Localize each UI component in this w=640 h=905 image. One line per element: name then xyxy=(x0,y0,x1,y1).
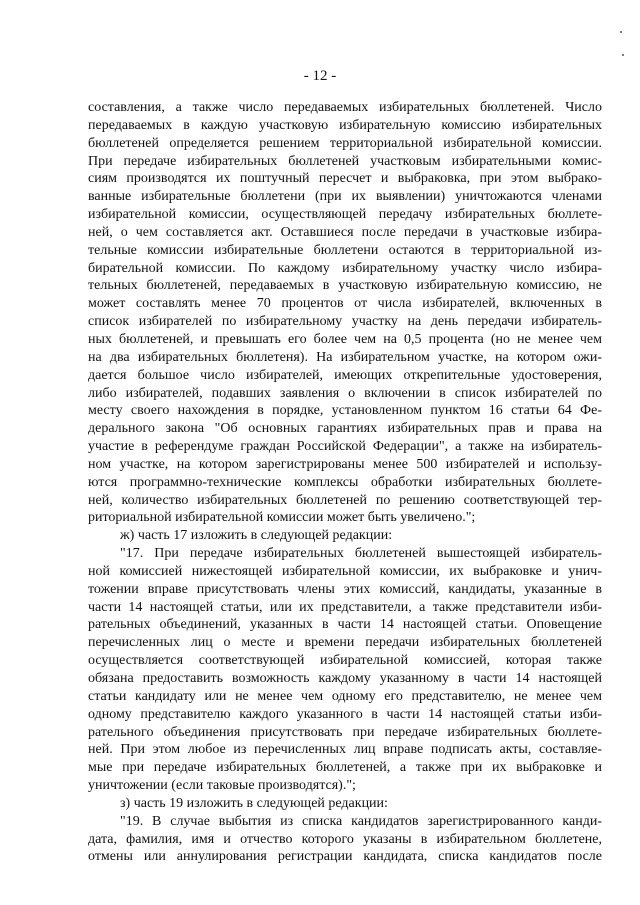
text-line: составления, а также число передаваемых избирательных бюллетеней. Число xyxy=(88,100,602,115)
text-line: рательного объединения присутствовать при передаче избирательных бюллете- xyxy=(88,724,602,740)
document-body xyxy=(88,99,602,866)
text-line: тельных бюллетеней, передаваемых в участковую избирательную комиссию, не xyxy=(88,278,602,294)
text-line: ной комиссией нижестоящей избирательной комиссии, их выбраковке и унич- xyxy=(88,563,602,579)
text-line: отмены или аннулирования регистрации кандидата, списка кандидатов после xyxy=(88,849,602,865)
text-line: "19. В случае выбытия из списка кандидатов зарегистрированного канди- xyxy=(120,813,602,829)
text-line: осуществляется соответствующей избирательной комиссией, которая также xyxy=(88,653,602,669)
scan-speck xyxy=(620,31,622,33)
text-line: рательных объединений, указанных в части 14 настоящей статьи. Оповещение xyxy=(88,617,602,633)
text-line: ней. При этом любое из перечисленных лиц вправе подписать акты, составляе- xyxy=(88,742,602,758)
text-line: список избирателей по избирательному участку на день передачи избиратель- xyxy=(88,314,602,330)
text-line: на два избирательных бюллетеня). На избирательном участке, на котором ожи- xyxy=(88,349,602,365)
text-line: мые при передаче избирательных бюллетеней, а также при их выбраковке и xyxy=(88,760,602,776)
page-number: - 12 - xyxy=(303,68,337,84)
text-line: передаваемых в каждую участковую избирательную комиссию избирательных xyxy=(88,117,602,133)
text-line: тожении вправе присутствовать члены этих комиссий, кандидаты, указанные в xyxy=(88,581,602,597)
text-line: ных бюллетеней, и превышать его более чем на 0,5 процента (но не менее чем xyxy=(88,331,602,347)
text-line: перечисленных лиц о месте и времени передачи избирательных бюллетеней xyxy=(88,635,602,651)
text-line: ются программно-технические комплексы обработки избирательных бюллете- xyxy=(88,474,602,490)
text-line: обязана предоставить возможность каждому указанному в части 14 настоящей xyxy=(88,671,602,686)
text-line: з) часть 19 изложить в следующей редакции: xyxy=(120,795,388,811)
text-line: сиям производятся их поштучный пересчет и выбраковка, при этом выбрако- xyxy=(88,171,602,187)
text-line: ванные избирательные бюллетени (при их выявлении) уничтожаются членами xyxy=(88,189,602,205)
text-line: уничтожении (если таковые производятся)."; xyxy=(88,778,356,794)
text-line: может составлять менее 70 процентов от числа избирателей, включенных в xyxy=(88,296,602,312)
scan-speck xyxy=(622,54,624,56)
text-line: части 14 настоящей статьи, или их представители, а также представители изби- xyxy=(88,599,602,615)
text-line: риториальной избирательной комиссии может быть увеличено."; xyxy=(88,510,476,526)
text-line: дается большое число избирателей, имеющих открепительные удостоверения, xyxy=(88,367,602,383)
text-line: месту своего нахождения в порядке, установленном пунктом 16 статьи 64 Фе- xyxy=(88,403,602,419)
text-line: дерального закона "Об основных гарантиях избирательных прав и права на xyxy=(88,421,602,437)
text-line: При передаче избирательных бюллетеней участковым избирательными комис- xyxy=(88,153,602,169)
text-line: либо избирателей, подавших заявления о включении в список избирателей по xyxy=(88,385,602,401)
text-line: участие в референдуме граждан Российской Федерации", а также на избиратель- xyxy=(88,439,602,455)
text-line: ней, о чем составляется акт. Оставшиеся после передачи в участковые избира- xyxy=(88,224,602,240)
text-line: "17. При передаче избирательных бюллетеней вышестоящей избиратель- xyxy=(120,546,602,562)
text-line: тельные комиссии избирательные бюллетени остаются в территориальной из- xyxy=(88,242,602,258)
text-line: статьи кандидату или не менее чем одному его представителю, не менее чем xyxy=(88,688,602,704)
text-line: ж) часть 17 изложить в следующей редакции: xyxy=(120,528,393,544)
text-line: бюллетеней определяется решением территориальной избирательной комиссии. xyxy=(88,135,602,151)
text-line: бирательной комиссии. По каждому избирательному участку число избира- xyxy=(88,260,602,276)
text-line: ней, количество избирательных бюллетеней по решению соответствующей тер- xyxy=(88,492,602,508)
text-line: ном участке, на котором зарегистрированы менее 500 избирателей и использу- xyxy=(88,456,602,472)
text-line: одному представителю каждого указанного в части 14 настоящей статьи изби- xyxy=(88,706,602,722)
text-line: дата, фамилия, имя и отчество которого указаны в избирательном бюллетене, xyxy=(88,831,602,847)
text-line: избирательной комиссии, осуществляющей передачу избирательных бюллете- xyxy=(88,207,602,223)
